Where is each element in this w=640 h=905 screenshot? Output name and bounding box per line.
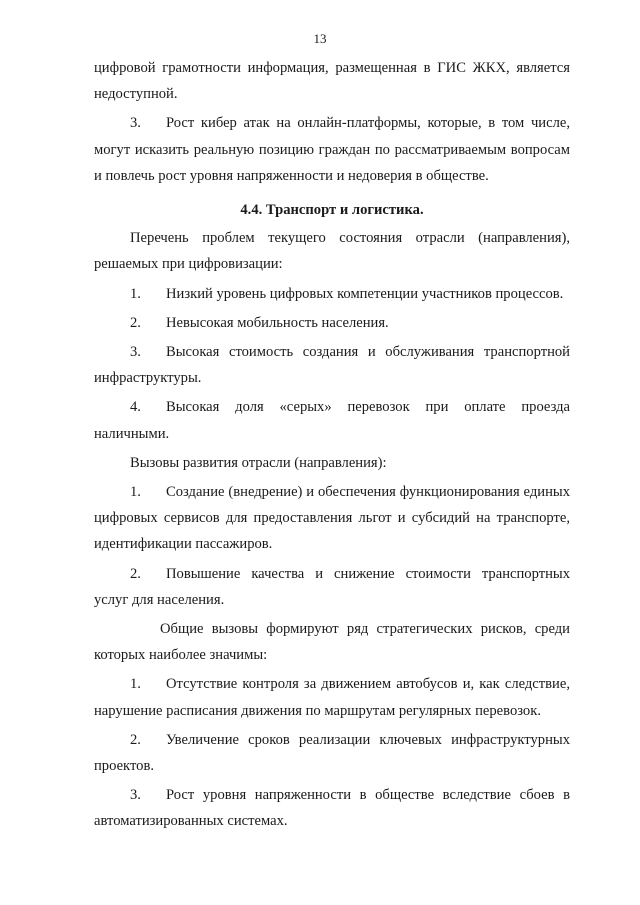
problem-number: 1. bbox=[130, 285, 141, 302]
challenge-number: 1. bbox=[130, 484, 141, 501]
intro-line-2: недоступной. bbox=[94, 86, 178, 103]
problem-text: Высокая доля «серых» перевозок при оплате проезда наличными. bbox=[94, 399, 570, 442]
challenge-text: Повышение качества и снижение стоимости транспортных услуг для населения. bbox=[94, 565, 570, 608]
page-number: 13 bbox=[313, 31, 327, 46]
intro-line-1: цифровой грамотности информация, размещенная в ГИС ЖКХ, является bbox=[94, 60, 570, 76]
risk-text: Отсутствие контроля за движением автобусов и, как следствие, нарушение расписания движения по маршрутам регулярных перевозок. bbox=[94, 676, 570, 719]
problem-item bbox=[94, 310, 570, 336]
problem-number: 2. bbox=[130, 314, 141, 331]
risks-intro: Общие вызовы формируют ряд стратегических рисков, среди которых наиболее значимы: bbox=[94, 621, 570, 664]
challenge-text: Создание (внедрение) и обеспечения функционирования единых цифровых сервисов для предоставления льгот и субсидий на транспорте, идентификации пассажиров. bbox=[94, 484, 570, 553]
problem-text: Высокая стоимость создания и обслуживания транспортной инфраструктуры. bbox=[94, 344, 570, 387]
challenge-item bbox=[94, 479, 570, 558]
risk-item bbox=[94, 727, 570, 779]
problem-text: Низкий уровень цифровых компетенции участников процессов. bbox=[166, 285, 564, 302]
previous-risk-item bbox=[94, 110, 570, 189]
problem-text: Невысокая мобильность населения. bbox=[166, 314, 389, 331]
document-body bbox=[94, 55, 570, 835]
risk-item bbox=[94, 671, 570, 723]
risk-item bbox=[94, 782, 570, 834]
risk-number: 2. bbox=[130, 731, 141, 748]
risk-number: 1. bbox=[130, 676, 141, 693]
risk-text: Увеличение сроков реализации ключевых инфраструктурных проектов. bbox=[94, 731, 570, 775]
challenges-intro: Вызовы развития отрасли (направления): bbox=[130, 454, 387, 471]
problem-item bbox=[94, 339, 570, 391]
risk-number: 3. bbox=[130, 787, 141, 804]
problem-item bbox=[94, 394, 570, 446]
challenge-item bbox=[94, 561, 570, 613]
challenge-number: 2. bbox=[130, 565, 141, 582]
problem-number: 4. bbox=[130, 399, 141, 416]
previous-risk-number: 3. bbox=[130, 115, 141, 132]
section-heading: 4.4. Транспорт и логистика. bbox=[240, 202, 424, 219]
previous-risk-text: Рост кибер атак на онлайн-платформы, которые, в том числе, могут исказить реальную позицию граждан по рассматриваемым вопросам и повлечь рост уровня напряженности и недоверия в обществе. bbox=[94, 115, 570, 184]
problem-item bbox=[94, 281, 570, 307]
problems-intro: Перечень проблем текущего состояния отрасли (направления), решаемых при цифровизации: bbox=[94, 230, 570, 273]
problem-number: 3. bbox=[130, 344, 141, 361]
risk-text: Рост уровня напряженности в обществе вследствие сбоев в автоматизированных системах. bbox=[94, 787, 570, 830]
